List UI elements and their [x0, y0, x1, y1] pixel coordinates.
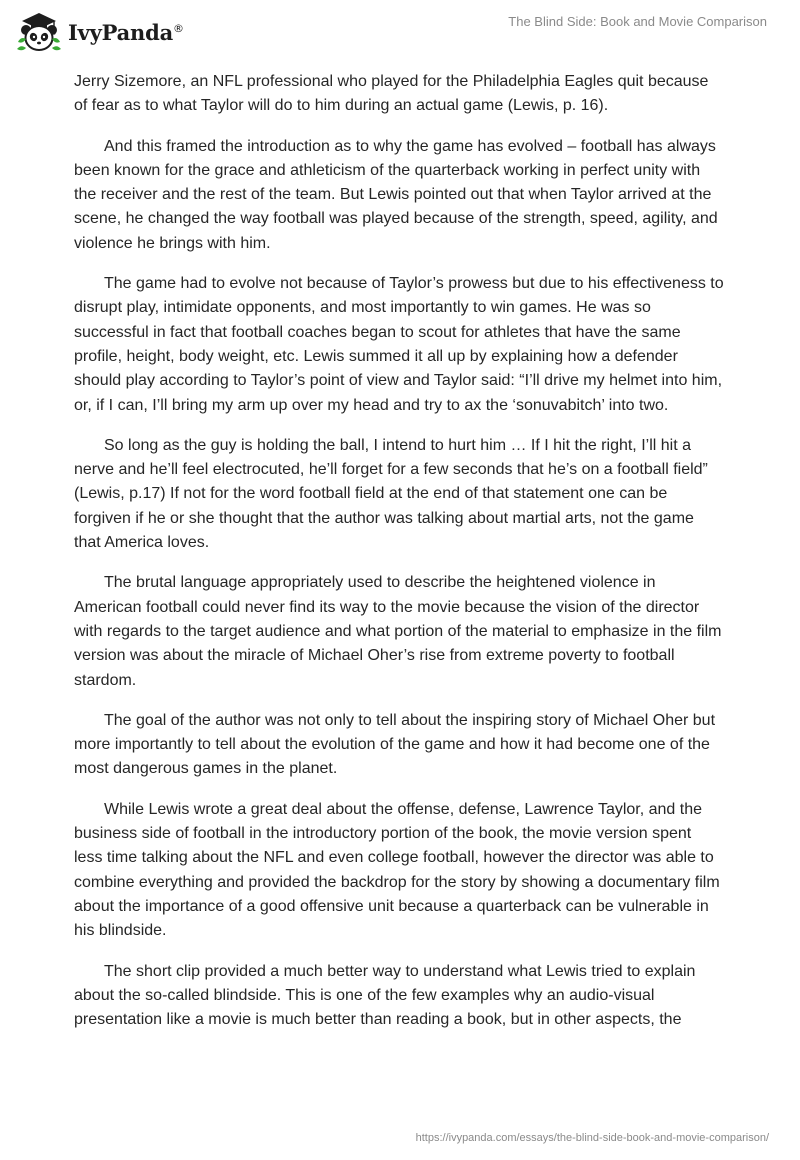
paragraph: Jerry Sizemore, an NFL professional who played for the Philadelphia Eagles quit because of fear as to what Taylor will do to him during an actual game (Lewis, p. 16).	[74, 73, 709, 115]
paragraph: The brutal language appropriately used to describe the heightened violence in American football could never find its way to the movie because the vision of the director with regards to the target audience and what portion of the material to emphasize in the film version was about the miracle of Michael Oher’s rise from extreme poverty to football stardom.	[74, 574, 722, 689]
paragraph: While Lewis wrote a great deal about the offense, defense, Lawrence Taylor, and the business side of football in the introductory portion of the book, the movie version spent less time talking about the NFL and even college football, however the director was able to combine everything and provided the backdrop for the story by showing a documentary film about the importance of a good offensive unit because a quarterback can be vulnerable in his blindside.	[74, 800, 720, 940]
document-title: The Blind Side: Book and Movie Comparison	[508, 14, 767, 29]
paragraph: The short clip provided a much better way to understand what Lewis tried to explain about the so-called blindside. This is one of the few examples why an audio-visual presentation like a movie is much better than reading a book, but in other aspects, the	[74, 962, 696, 1029]
source-url[interactable]: https://ivypanda.com/essays/the-blind-side-book-and-movie-comparison/	[415, 1132, 769, 1144]
panda-graduation-cap-icon	[14, 8, 64, 54]
paragraph: So long as the guy is holding the ball, I intend to hurt him … If I hit the right, I’ll hit a nerve and he’ll feel electrocuted, he’ll forget for a few seconds that he’s on a football field” (Lewis, p.17) If not for the word football field at the end of that statement one can be forgiven if he or she thought that the author was talking about martial arts, not the game that America loves.	[74, 436, 708, 552]
essay-body	[74, 70, 724, 1048]
brand-name	[68, 20, 184, 45]
paragraph: And this framed the introduction as to why the game has evolved – football has always been known for the grace and athleticism of the quarterback working in perfect unity with the receiver and the rest of the team. But Lewis pointed out that when Taylor arrived at the scene, he changed the way football was played because of the strength, speed, agility, and violence he brings with him.	[74, 137, 718, 252]
paragraph: The goal of the author was not only to tell about the inspiring story of Michael Oher but more importantly to tell about the evolution of the game and how it had become one of the most dangerous games in the planet.	[74, 711, 716, 778]
paragraph: The game had to evolve not because of Taylor’s prowess but due to his effectiveness to disrupt play, intimidate opponents, and most importantly to win games. He was so successful in fact that football coaches began to scout for athletes that have the same profile, height, body weight, etc. Lewis summed it all up by explaining how a defender should play according to Taylor’s point of view and Taylor said: “I’ll drive my helmet into him, or, if I can, I’ll bring my arm up over my head and try to ax the ‘sonuvabitch’ into two.	[74, 275, 724, 414]
ivypanda-logo[interactable]	[14, 8, 184, 54]
page-header	[0, 0, 800, 64]
registered-mark: ®	[173, 21, 184, 35]
brand-name-text: IvyPanda	[68, 19, 174, 45]
